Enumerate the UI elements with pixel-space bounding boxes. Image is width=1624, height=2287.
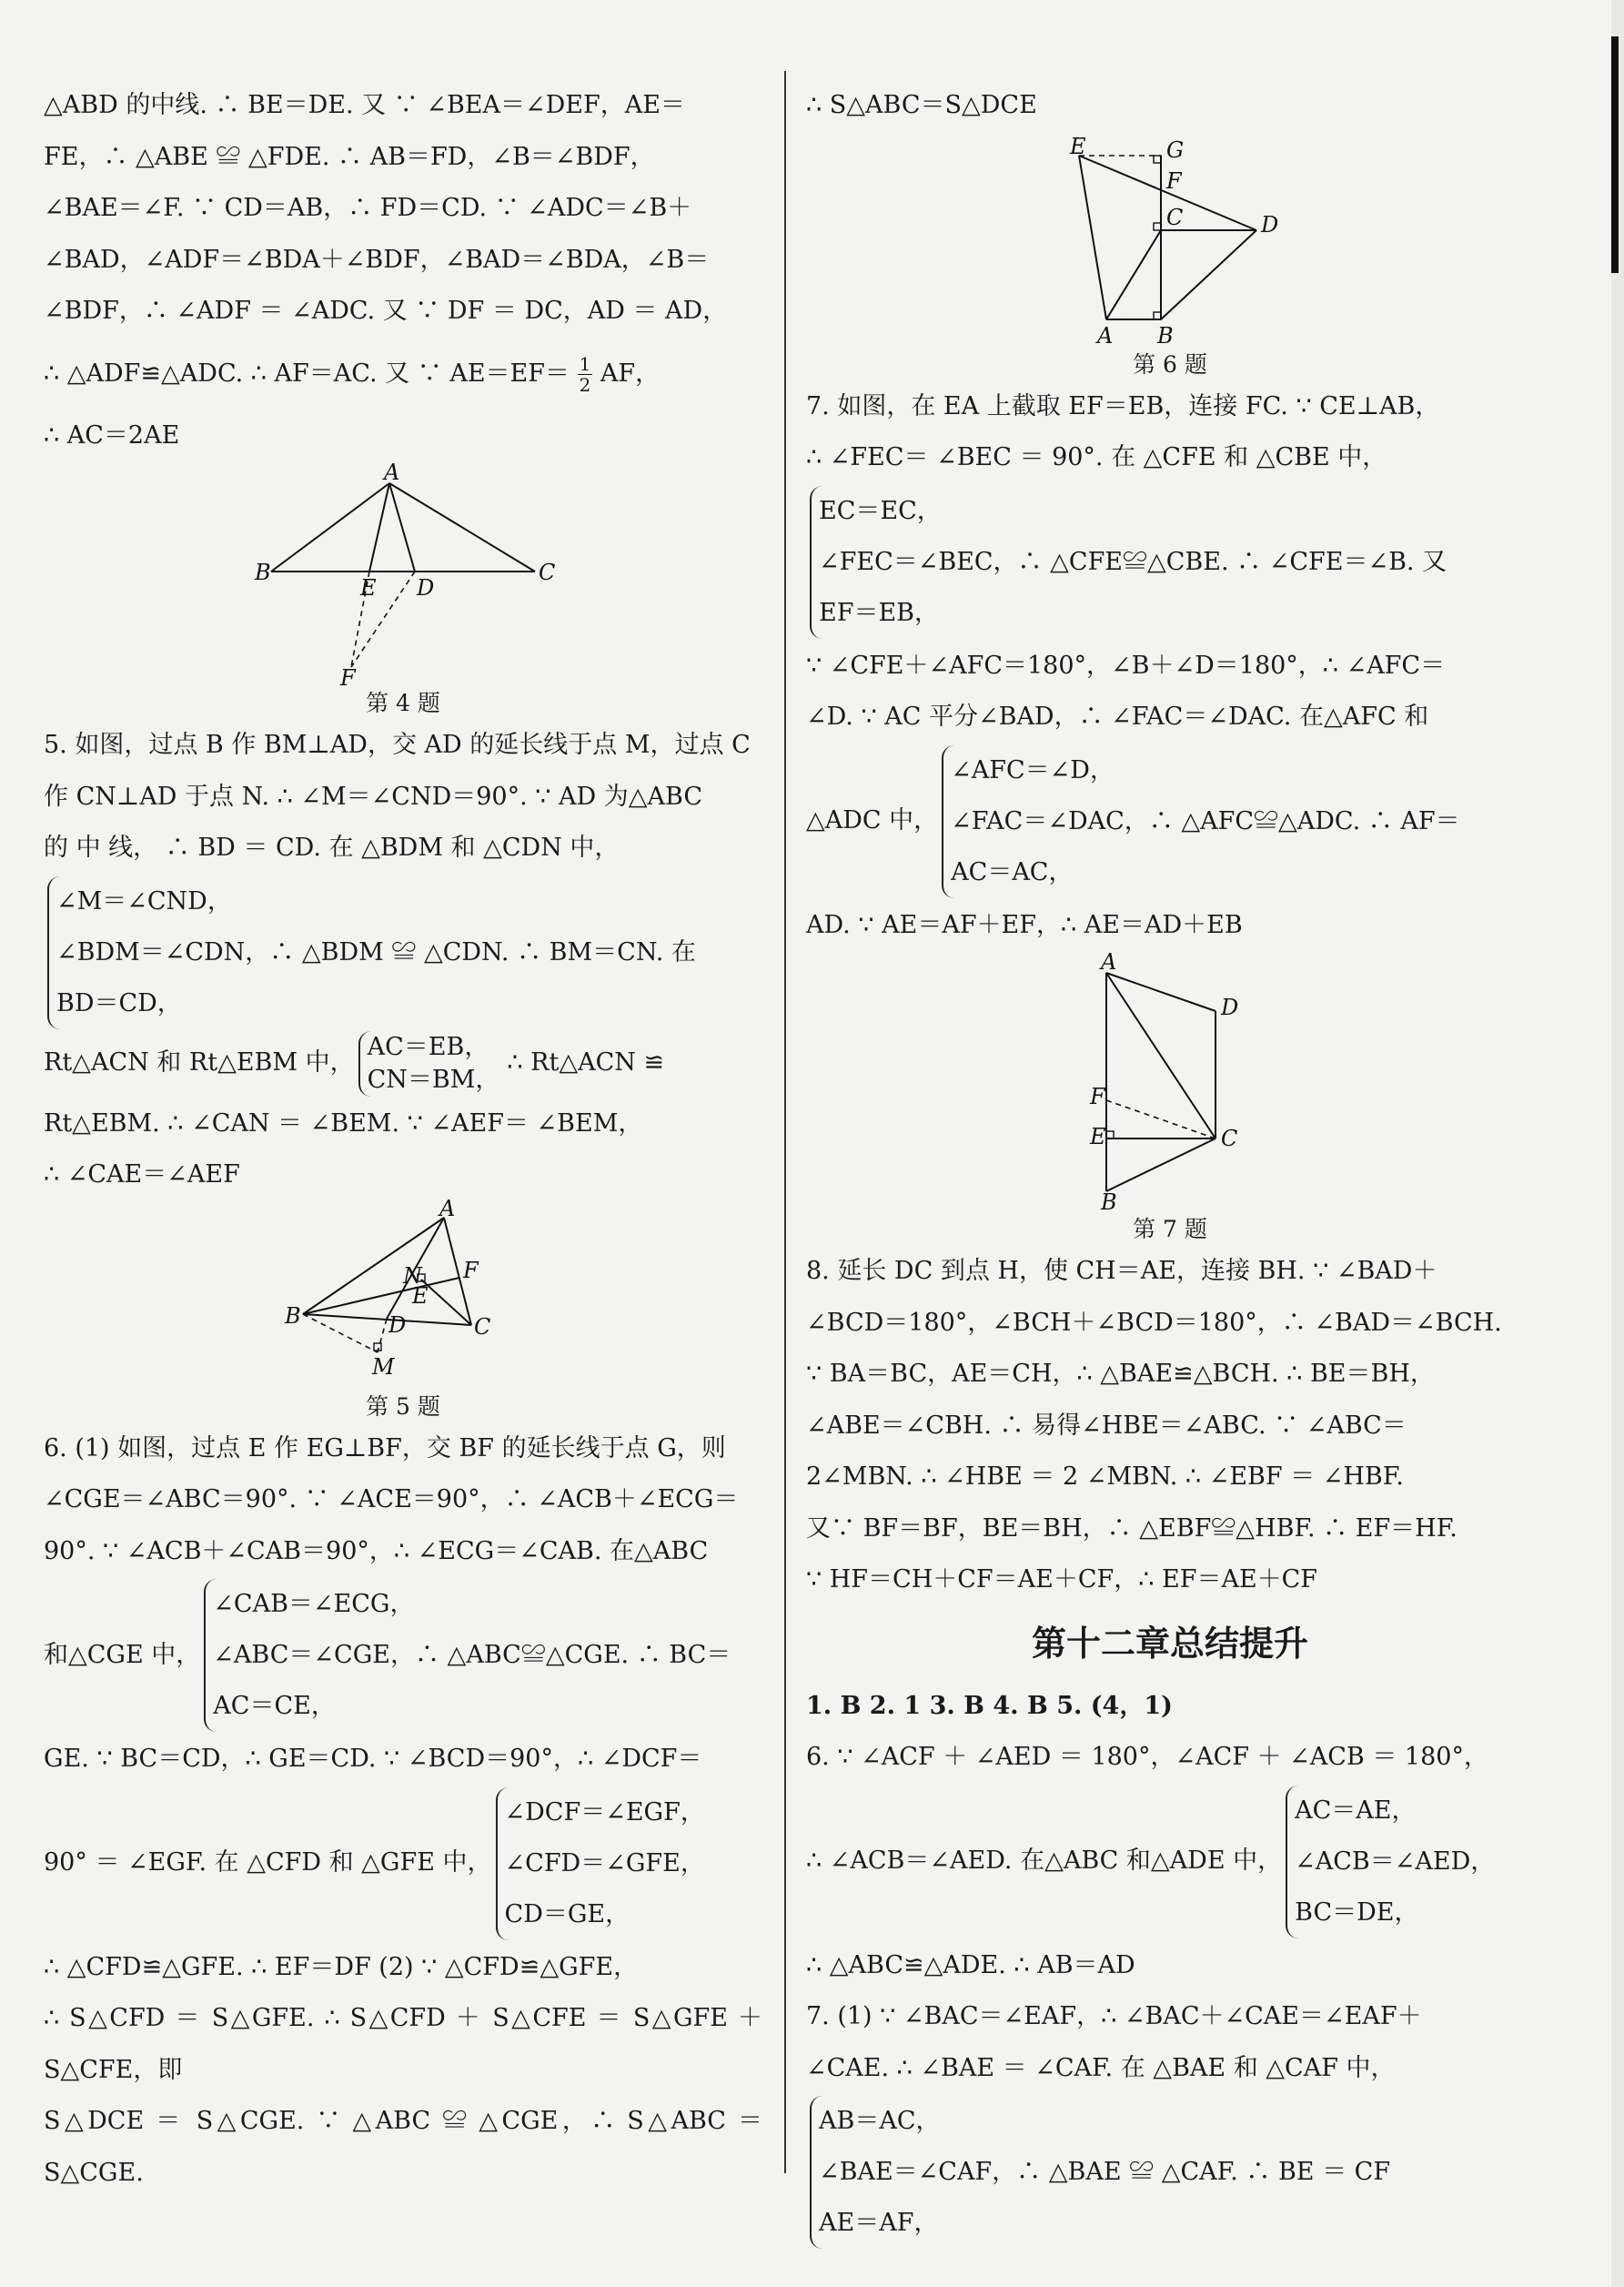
text-span: ∴ ∠ACB＝∠AED. 在△ABC 和△ADE 中， <box>806 1847 1283 1876</box>
brace-line: ∠ABC＝∠CGE，∴ △ABC≌△CGE. ∴ BC＝ <box>213 1641 731 1669</box>
brace-line: AC＝CE， <box>213 1692 336 1720</box>
figure-5-caption: 第 5 题 <box>366 1392 440 1420</box>
text-line: ∠BCD＝180°，∠BCH＋∠BCD＝180°，∴ ∠BAD＝∠BCH. <box>806 1308 1502 1337</box>
svg-text:C: C <box>474 1313 491 1340</box>
text-line: Rt△EBM. ∴ ∠CAN ＝ ∠BEM. ∵ ∠AEF＝ ∠BEM， <box>44 1108 643 1138</box>
text-line: 作 CN⊥AD 于点 N. ∴ ∠M＝∠CND＝90°. ∵ AD 为△ABC <box>44 782 702 811</box>
brace-line: AC＝EB， <box>367 1032 489 1061</box>
figure-7-caption: 第 7 题 <box>1133 1216 1207 1242</box>
text-line: AD. ∵ AE＝AF＋EF，∴ AE＝AD＋EB <box>806 910 1243 939</box>
text-line: ∴ S△ABC＝S△DCE <box>806 91 1037 119</box>
figure-6-caption: 第 6 题 <box>1133 350 1207 378</box>
column-divider <box>784 71 786 2173</box>
brace-line: EF＝EB， <box>819 598 939 627</box>
brace-line: ∠FAC＝∠DAC，∴ △AFC≌△ADC. ∴ AF＝ <box>951 806 1460 835</box>
figure-5-diagram <box>285 1195 521 1389</box>
right-column <box>806 80 1534 2251</box>
text-line: ∠BAD，∠ADF＝∠BDA＋∠BDF，∠BAD＝∠BDA，∠B＝ <box>44 245 710 274</box>
text-line: 5. 如图，过点 B 作 BM⊥AD，交 AD 的延长线于点 M，过点 C <box>44 731 751 759</box>
text-span: 和△CGE 中， <box>44 1640 201 1669</box>
brace-line: ∠AFC＝∠D， <box>951 755 1115 784</box>
svg-text:A: A <box>1097 322 1114 349</box>
section-title: 第十二章总结提升 <box>1031 1623 1308 1664</box>
brace-group <box>1286 1786 1495 1938</box>
text-line: 又∵ BF＝BF，BE＝BH，∴ △EBF≌△HBF. ∴ EF＝HF. <box>806 1513 1458 1543</box>
brace-line: AC＝AC， <box>951 857 1074 886</box>
figure-4 <box>44 460 762 691</box>
svg-text:E: E <box>1090 1124 1106 1149</box>
svg-text:D: D <box>388 1311 407 1338</box>
svg-text:D: D <box>1221 995 1239 1020</box>
equation-system <box>44 1031 762 1097</box>
svg-text:F: F <box>1166 167 1182 194</box>
svg-text:C: C <box>1166 204 1184 230</box>
text-line: ∠CAE. ∴ ∠BAE ＝ ∠CAF. 在 △BAE 和 △CAF 中， <box>806 2053 1396 2082</box>
fraction <box>578 354 593 395</box>
text-span: ∴ Rt△ACN ≌ <box>507 1048 665 1078</box>
svg-text:M: M <box>372 1353 395 1380</box>
fraction-denominator: 2 <box>579 373 591 396</box>
brace-group <box>47 876 696 1029</box>
brace-line: ∠DCF＝∠EGF， <box>504 1797 705 1827</box>
text-line: 2∠MBN. ∴ ∠HBE ＝ 2 ∠MBN. ∴ ∠EBF ＝ ∠HBF. <box>806 1462 1404 1491</box>
text-line <box>44 338 762 410</box>
text-span: AF， <box>600 359 661 388</box>
brace-line: ∠BAE＝∠CAF，∴ △BAE ≌ △CAF. ∴ BE ＝ CF <box>819 2158 1391 2186</box>
svg-text:G: G <box>1166 137 1185 163</box>
text-line: ∠BAE＝∠F. ∵ CD＝AB，∴ FD＝CD. ∵ ∠ADC＝∠B＋ <box>44 194 692 222</box>
svg-text:B: B <box>255 560 271 585</box>
text-line: ∴ ∠CAE＝∠AEF <box>44 1160 240 1189</box>
equation-system <box>806 486 1534 639</box>
text-line: ∠BDF，∴ ∠ADF ＝ ∠ADC. 又 ∵ DF ＝ DC，AD ＝ AD， <box>44 297 728 325</box>
text-line: S△DCE ＝ S△CGE. ∵ △ABC ≌ △CGE，∴ S△ABC ＝ S△CGE. <box>44 2107 762 2187</box>
svg-text:E: E <box>412 1282 429 1309</box>
brace-line: AE＝AF， <box>819 2209 939 2237</box>
brace-line: BC＝DE， <box>1295 1897 1419 1927</box>
figure-7 <box>806 949 1534 1215</box>
svg-text:A: A <box>384 460 400 485</box>
brace-line: EC＝EC， <box>819 496 942 525</box>
brace-group <box>358 1031 500 1097</box>
text-line: ∵ HF＝CH＋CF＝AE＋CF，∴ EF＝AE＋CF <box>806 1565 1318 1594</box>
brace-line: ∠ACB＝∠AED， <box>1295 1847 1496 1876</box>
brace-group <box>942 745 1459 898</box>
text-line: ∴ S△CFD ＝ S△GFE. ∴ S△CFD ＋ S△CFE ＝ S△GFE ＋ S△CFE，即 <box>44 2004 762 2084</box>
text-line: 1. B 2. 1 3. B 4. B 5. (4，1) <box>806 1691 1173 1720</box>
svg-text:E: E <box>360 575 377 601</box>
figure-4-diagram <box>253 460 556 691</box>
svg-text:B: B <box>1101 1189 1117 1215</box>
text-line: ∴ △ABC≌△ADE. ∴ AB＝AD <box>806 1950 1135 1979</box>
svg-text:F: F <box>463 1257 479 1283</box>
svg-text:N: N <box>403 1262 422 1289</box>
brace-line: ∠FEC＝∠BEC，∴ △CFE≌△CBE. ∴ ∠CFE＝∠B. 又 <box>819 547 1447 576</box>
text-line: ∴ AC＝2AE <box>44 420 180 450</box>
text-line: 7. 如图，在 EA 上截取 EF＝EB，连接 FC. ∵ CE⊥AB， <box>806 391 1440 420</box>
equation-system <box>806 745 1534 898</box>
svg-text:B: B <box>1157 322 1174 349</box>
svg-text:F: F <box>1090 1084 1105 1109</box>
text-line: FE，∴ △ABE ≌ △FDE. ∴ AB＝FD，∠B＝∠BDF， <box>44 142 655 171</box>
svg-text:D: D <box>417 575 435 601</box>
text-line: 8. 延长 DC 到点 H，使 CH＝AE，连接 BH. ∵ ∠BAD＋ <box>806 1257 1437 1285</box>
brace-group <box>810 486 1447 639</box>
edge-marker <box>1611 36 1619 273</box>
text-line: ∠D. ∵ AC 平分∠BAD，∴ ∠FAC＝∠DAC. 在△AFC 和 <box>806 703 1429 731</box>
figure-5 <box>44 1195 762 1389</box>
left-column <box>44 80 762 2199</box>
text-line: ∴ ∠FEC＝ ∠BEC ＝ 90°. 在 △CFE 和 △CBE 中， <box>806 443 1387 471</box>
page-edge <box>1611 0 1624 2287</box>
svg-text:A: A <box>1101 949 1117 975</box>
text-line: 7. (1) ∵ ∠BAC＝∠EAF，∴ ∠BAC＋∠CAE＝∠EAF＋ <box>806 2002 1422 2030</box>
brace-line: AC＝AE， <box>1295 1796 1417 1825</box>
brace-group <box>496 1787 705 1940</box>
brace-line: CD＝GE， <box>504 1899 630 1928</box>
equation-system <box>44 876 762 1029</box>
text-line: ∵ ∠CFE＋∠AFC＝180°，∠B＋∠D＝180°，∴ ∠AFC＝ <box>806 651 1446 680</box>
text-span: ∴ △ADF≌△ADC. ∴ AF＝AC. 又 ∵ AE＝EF＝ <box>44 359 570 388</box>
fraction-numerator: 1 <box>579 352 591 375</box>
text-span: △ADC 中， <box>806 806 939 835</box>
text-line: △ABD 的中线. ∴ BE＝DE. 又 ∵ ∠BEA＝∠DEF，AE＝ <box>44 91 685 119</box>
text-line: ∵ BA＝BC，AE＝CH，∴ △BAE≌△BCH. ∴ BE＝BH， <box>806 1360 1435 1388</box>
text-line: 6. ∵ ∠ACF ＋ ∠AED ＝ 180°，∠ACF ＋ ∠ACB ＝ 180°， <box>806 1743 1488 1771</box>
equation-system <box>806 1786 1534 1938</box>
figure-7-diagram <box>1079 949 1261 1215</box>
svg-text:C: C <box>539 560 556 585</box>
text-line: GE. ∵ BC＝CD，∴ GE＝CD. ∵ ∠BCD＝90°，∴ ∠DCF＝ <box>44 1745 702 1773</box>
svg-text:C: C <box>1221 1126 1238 1151</box>
figure-6-diagram <box>1052 133 1288 349</box>
equation-system <box>44 1787 762 1940</box>
equation-system <box>44 1579 762 1732</box>
text-line: ∠CGE＝∠ABC＝90°. ∵ ∠ACE＝90°，∴ ∠ACB＋∠ECG＝ <box>44 1485 739 1513</box>
text-line: 6. (1) 如图，过点 E 作 EG⊥BF，交 BF 的延长线于点 G，则 <box>44 1433 726 1462</box>
svg-text:A: A <box>439 1195 456 1221</box>
equation-system <box>806 2096 1534 2249</box>
brace-group <box>810 2096 1390 2249</box>
brace-line: ∠CAB＝∠ECG， <box>213 1590 415 1618</box>
brace-line: BD＝CD， <box>56 988 182 1017</box>
brace-line: AB＝AC， <box>819 2107 941 2135</box>
text-span: Rt△ACN 和 Rt△EBM 中， <box>44 1048 355 1078</box>
svg-text:E: E <box>1070 133 1086 159</box>
figure-6 <box>806 133 1534 349</box>
brace-line: ∠BDM＝∠CDN，∴ △BDM ≌ △CDN. ∴ BM＝CN. 在 <box>56 937 696 966</box>
brace-line: ∠M＝∠CND， <box>56 886 232 916</box>
text-line: 的 中 线， ∴ BD ＝ CD. 在 △BDM 和 △CDN 中， <box>44 834 620 862</box>
figure-4-caption: 第 4 题 <box>366 690 440 716</box>
brace-line: ∠CFD＝∠GFE， <box>504 1848 705 1877</box>
text-span: 90° ＝ ∠EGF. 在 △CFD 和 △GFE 中， <box>44 1848 492 1877</box>
svg-text:F: F <box>340 665 356 691</box>
text-line: 90°. ∵ ∠ACB＋∠CAB＝90°，∴ ∠ECG＝∠CAB. 在△ABC <box>44 1536 709 1565</box>
brace-group <box>204 1579 731 1732</box>
brace-line: CN＝BM， <box>367 1065 500 1094</box>
svg-text:B: B <box>285 1302 301 1329</box>
text-line: ∴ △CFD≌△GFE. ∴ EF＝DF (2) ∵ △CFD≌△GFE， <box>44 1952 639 1981</box>
text-line: ∠ABE＝∠CBH. ∴ 易得∠HBE＝∠ABC. ∵ ∠ABC＝ <box>806 1411 1407 1440</box>
svg-text:D: D <box>1261 211 1279 238</box>
